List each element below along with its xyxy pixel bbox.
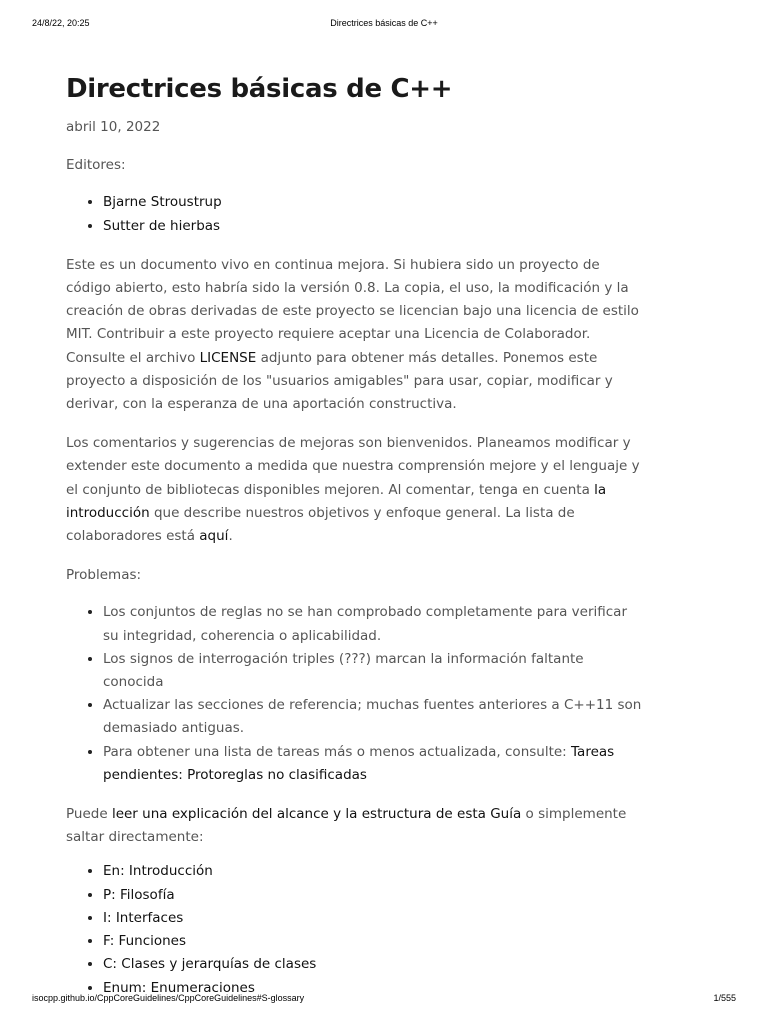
- paragraph-text: .: [228, 528, 233, 545]
- print-title: Directrices básicas de C++: [330, 18, 438, 28]
- paragraph-text: Este es un documento vivo en continua mejora. Si hubiera sido un proyecto de código abierto, esto habría sido la versión 0.8. La copia, el uso, la modificación y la creación de obras derivadas de este proyecto se licencian bajo una licencia de estilo MIT. Contribuir a este proyecto requiere aceptar una Licencia de Colaborador. Consulte el archivo: [66, 256, 639, 366]
- paragraph-text: que describe nuestros objetivos y enfoque general. La lista de colaboradores está: [66, 504, 575, 545]
- section-link-interfaces[interactable]: I: Interfaces: [103, 909, 184, 926]
- scope-paragraph: [66, 803, 646, 849]
- intro-paragraph: [66, 254, 646, 416]
- section-link-functions[interactable]: F: Funciones: [103, 933, 187, 950]
- page-title: Directrices básicas de C++: [66, 74, 453, 104]
- sections-list: [66, 860, 646, 999]
- feedback-paragraph: [66, 432, 646, 548]
- document-content: [66, 70, 646, 1000]
- list-item: • Los signos de interrogación triples (???) marcan la información faltante conocida: [103, 648, 646, 694]
- problems-label: Problemas:: [66, 567, 142, 584]
- todo-link[interactable]: Tareas pendientes: Protoreglas no clasificadas: [103, 743, 615, 783]
- paragraph-text: adjunto para obtener más detalles. Ponemos este proyecto a disposición de los "usuarios amigables" para usar, copiar, modificar y derivar, con la esperanza de una aportación constructiva.: [66, 349, 613, 413]
- list-item: • Actualizar las secciones de referencia; muchas fuentes anteriores a C++11 son demasiado antiguas.: [103, 694, 646, 740]
- list-item: [103, 741, 646, 787]
- scope-link[interactable]: leer una explicación del alcance y la estructura de esta Guía: [111, 806, 522, 823]
- list-item: • Sutter de hierbas: [103, 215, 646, 238]
- editors-label: Editores:: [66, 157, 126, 174]
- section-link-philosophy[interactable]: P: Filosofía: [103, 886, 175, 903]
- paragraph-text: Puede: [66, 806, 112, 823]
- publish-date: abril 10, 2022: [66, 119, 161, 135]
- section-link-introduction[interactable]: En: Introducción: [103, 863, 213, 880]
- license-link[interactable]: LICENSE: [199, 349, 257, 366]
- list-item: • Bjarne Stroustrup: [103, 191, 646, 214]
- list-item: • Los conjuntos de reglas no se han comprobado completamente para verificar su integridad, coherencia o aplicabilidad.: [103, 601, 646, 647]
- print-header: [0, 18, 768, 32]
- problems-list: [66, 601, 646, 787]
- print-footer: [0, 993, 768, 1007]
- list-item-text: Para obtener una lista de tareas más o menos actualizada, consulte:: [103, 743, 572, 760]
- paragraph-text: Los comentarios y sugerencias de mejoras son bienvenidos. Planeamos modificar y extender este documento a medida que nuestra comprensión mejore y el lenguaje y el conjunto de bibliotecas disponibles mejoren. Al comentar, tenga en cuenta: [66, 435, 640, 498]
- paragraph-text: o simplemente saltar directamente:: [66, 806, 627, 846]
- section-link-classes[interactable]: C: Clases y jerarquías de clases: [103, 956, 317, 973]
- print-page-number: 1/555: [713, 993, 736, 1003]
- editors-list: [66, 191, 646, 237]
- contributors-link[interactable]: aquí: [199, 528, 229, 545]
- introduction-link[interactable]: la introducción: [66, 481, 607, 521]
- section-link-enumerations[interactable]: Enum: Enumeraciones: [103, 979, 255, 996]
- print-datetime: 24/8/22, 20:25: [32, 18, 90, 28]
- print-url: isocpp.github.io/CppCoreGuidelines/CppCoreGuidelines#S-glossary: [32, 993, 305, 1003]
